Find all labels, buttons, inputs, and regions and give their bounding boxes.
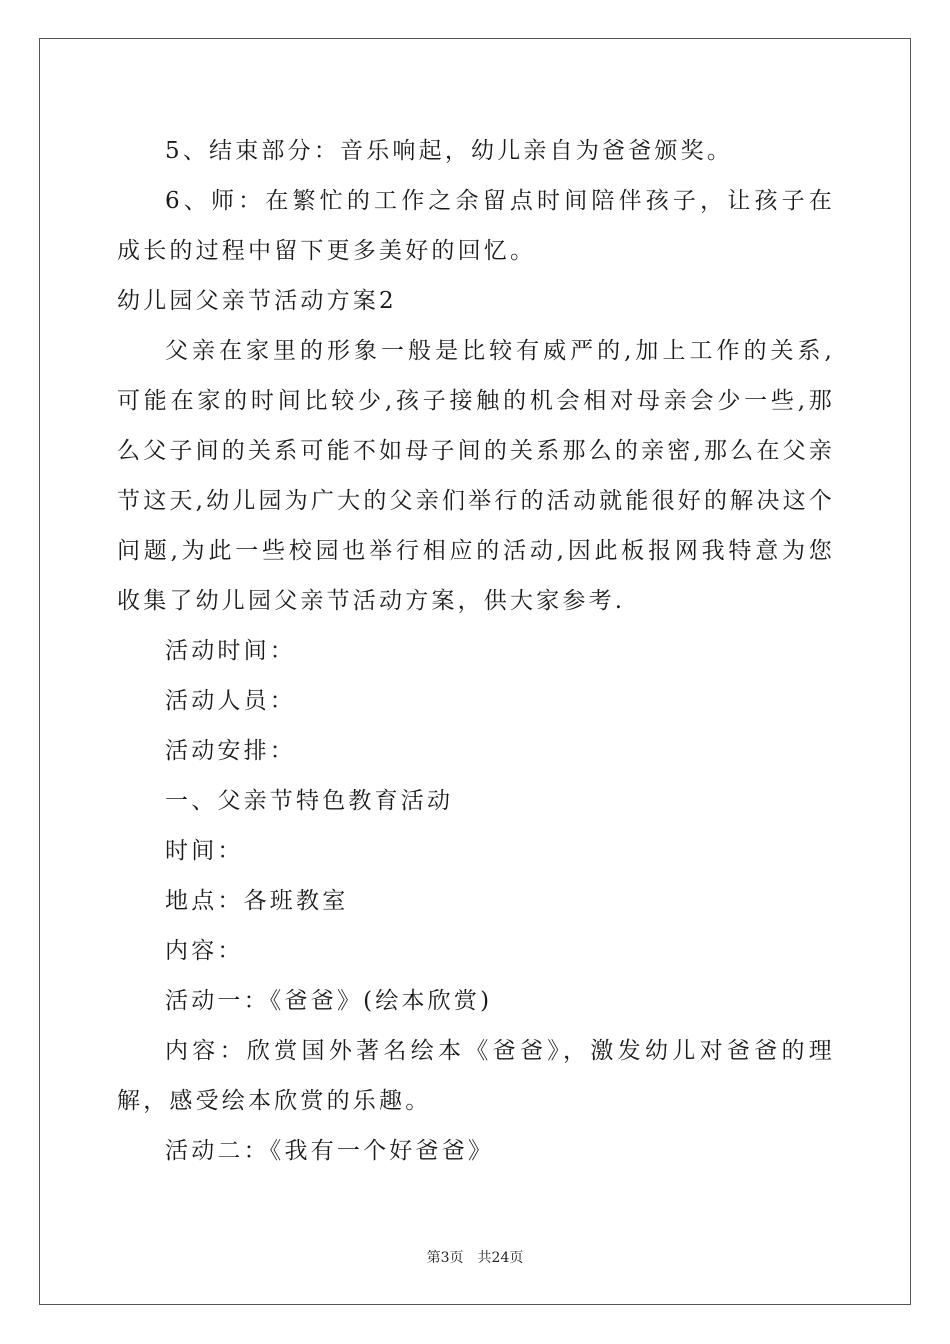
paragraph-3: 父亲在家里的形象一般是比较有威严的,加上工作的关系,可能在家的时间比较少,孩子接触的机会相对母亲会少一些,那么父子间的关系可能不如母子间的关系那么的亲密,那么在父亲节这天,幼儿园为广大的父亲们举行的活动就能很好的解决这个问题,为此一些校园也举行相应的活动,因此板报网我特意为您收集了幼儿园父亲节活动方案，供大家参考. [117, 338, 835, 614]
activity-one: 活动一：《爸爸》(绘本欣赏) [165, 988, 493, 1014]
paragraph-1: 5、结束部分：音乐响起，幼儿亲自为爸爸颁奖。 [165, 138, 734, 164]
current-page-number: 第3页 [426, 1250, 464, 1266]
subsection-heading: 一、父亲节特色教育活动 [165, 788, 454, 814]
activity-two: 活动二：《我有一个好爸爸》 [165, 1138, 495, 1164]
paragraph-2: 6、师：在繁忙的工作之余留点时间陪伴孩子，让孩子在成长的过程中留下更多美好的回忆。 [117, 188, 835, 264]
time-line: 时间： [165, 838, 244, 864]
activity-people: 活动人员： [165, 688, 296, 714]
activity-one-content: 内容：欣赏国外著名绘本《爸爸》，激发幼儿对爸爸的理解，感受绘本欣赏的乐趣。 [117, 1038, 835, 1114]
page-footer [0, 1248, 950, 1268]
total-page-count: 共24页 [477, 1250, 524, 1266]
content-line: 内容： [165, 938, 244, 964]
activity-time: 活动时间： [165, 638, 296, 664]
location-line: 地点：各班教室 [165, 888, 349, 914]
activity-arrangement: 活动安排： [165, 738, 296, 764]
section-heading: 幼儿园父亲节活动方案2 [117, 288, 397, 314]
document-body [117, 126, 835, 1176]
